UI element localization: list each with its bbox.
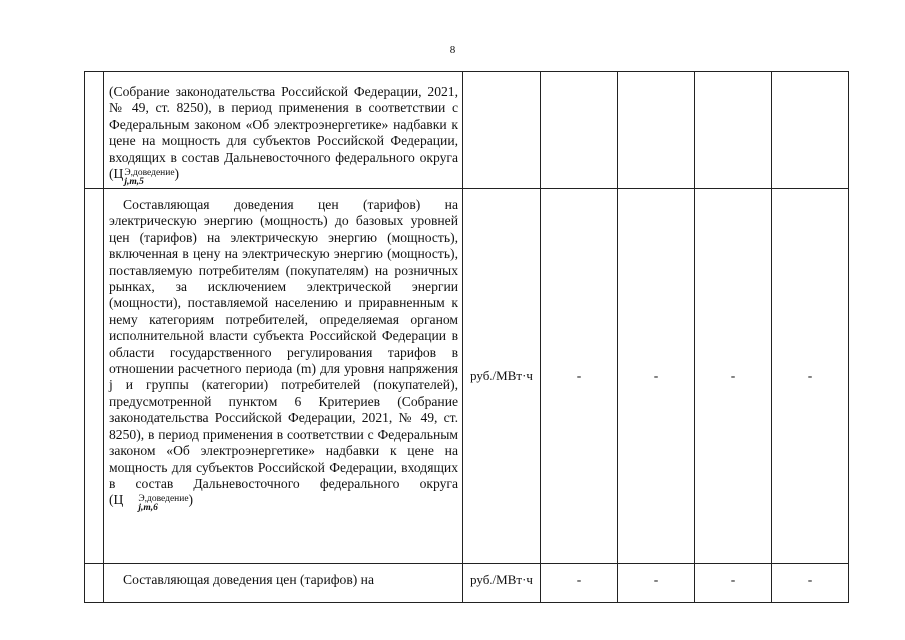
table-row <box>85 189 849 564</box>
unit-cell <box>463 72 541 189</box>
description-cell <box>104 189 463 564</box>
value-cell <box>772 72 849 189</box>
value-cell: - <box>541 189 618 564</box>
value-cell <box>541 72 618 189</box>
row-number-cell <box>85 72 104 189</box>
row-number-cell <box>85 564 104 603</box>
formula-superscript: Э,доведение <box>138 494 189 505</box>
value-cell: - <box>618 564 695 603</box>
formula: (Ц Э,доведение j,m,6 ) <box>109 492 194 514</box>
value-cell: - <box>772 564 849 603</box>
formula: (Ц Э,доведение j,m,5 ) <box>109 166 180 188</box>
value-cell: - <box>695 564 772 603</box>
value-cell: - <box>695 189 772 564</box>
unit-cell: руб./МВт·ч <box>463 189 541 564</box>
page-number: 8 <box>449 44 456 56</box>
description-text: (Собрание законодательства Российской Федерации, 2021, № 49, ст. 8250), в период применения в соответствии с Федеральным законом «Об электроэнергетике» надбавки к цене на мощность для субъектов Российской Федерации, входящих в состав Дальневосточного федерального округа (Ц Э,доведение j,m,5 ) <box>109 84 458 188</box>
description-text: Составляющая доведения цен (тарифов) на <box>123 572 374 587</box>
value-cell: - <box>541 564 618 603</box>
formula-subscript: j,m,6 <box>138 503 158 514</box>
value-cell <box>695 72 772 189</box>
description-cell <box>104 564 463 603</box>
unit-cell: руб./МВт·ч <box>463 564 541 603</box>
description-cell <box>104 72 463 189</box>
value-cell: - <box>618 189 695 564</box>
table-row <box>85 72 849 189</box>
value-cell: - <box>772 189 849 564</box>
table-row <box>85 564 849 603</box>
formula-subscript: j,m,5 <box>124 177 144 188</box>
value-cell <box>618 72 695 189</box>
formula-superscript: Э,доведение <box>124 168 175 179</box>
description-text: Составляющая доведения цен (тарифов) на электрическую энергию (мощность) до базовых уровней цен (тарифов) на электрическую энергию (мощность), включенная в цену на электрическую энергию (мощность), поставляемую потребителям (покупателям) на розничных рынках, за исключением электрической энергии (мощности), поставляемой населению и приравненным к нему категориям потребителей, определяемая органом исполнительной власти субъекта Российской Федерации в области государственного регулирования тарифов в отношении расчетного периода (m) для уровня напряжения j и группы (категории) потребителей (покупателей), предусмотренной пунктом 6 Критериев (Собрание законодательства Российской Федерации, 2021, № 49, ст. 8250), в период применения в соответствии с Федеральным законом «Об электроэнергетике» надбавки к цене на мощность для субъектов Российской Федерации, входящих в состав Дальневосточного федерального округа (Ц Э,доведение j,m,6 ) <box>109 197 458 514</box>
tariff-table <box>84 71 849 603</box>
row-number-cell <box>85 189 104 564</box>
